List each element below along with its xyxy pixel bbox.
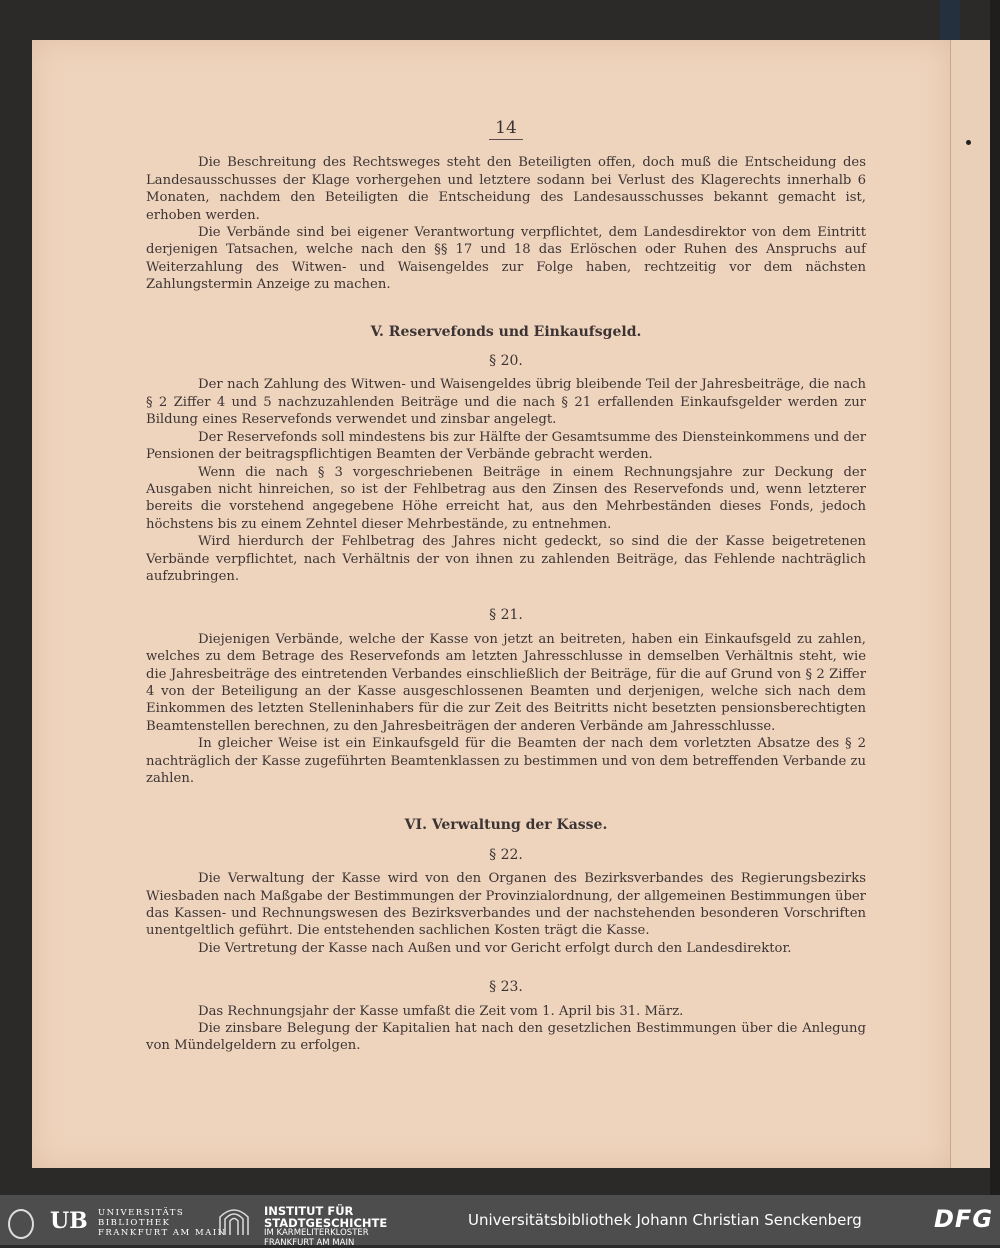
scan-border-right [990, 0, 1000, 1195]
section-heading-v: V. Reservefonds und Einkaufsgeld. [370, 323, 642, 340]
paragraph-number-23: § 23. [489, 979, 523, 996]
paragraph: Die Vertretung der Kasse nach Außen und vor Gericht erfolgt durch den Landesdirektor. [198, 940, 792, 956]
paragraph-number-22: § 22. [489, 846, 523, 863]
paragraph: Wird hierdurch der Fehlbetrag des Jahres nicht gedeckt, so sind die der Kasse beigetretenen Verbände verpflichtet, nach Verhältnis der von ihnen zu zahlenden Beiträge, das Fehlende nachträglich aufzubringen. [146, 534, 866, 584]
paragraph: Der nach Zahlung des Witwen- und Waisengeldes übrig bleibende Teil der Jahresbeiträge, die nach § 2 Ziffer 4 und 5 nachzuzahlenden Beiträge und die nach § 21 erfallenden Einkaufsgelder werden zur Bildung eines Reservefonds verwendet und zinsbar angelegt. [146, 377, 866, 428]
paragraph: Die Verbände sind bei eigener Verantwortung verpflichtet, dem Landesdirektor von dem Eintritt derjenigen Tatsachen, welche nach den §§ 17 und 18 das Erlöschen oder Ruhen des Anspruchs auf Weiterzahlung des Witwen- und Waisengeldes zur Folge haben, rechtzeitig vor dem nächsten Zahlungstermin Anzeige zu machen. [146, 225, 866, 293]
page-mark [966, 140, 971, 145]
footer-bar [0, 1195, 1000, 1248]
section-heading-vi: VI. Verwaltung der Kasse. [404, 817, 608, 834]
paragraph: Die Verwaltung der Kasse wird von den Organen des Bezirksverbandes des Regierungsbezirks Wiesbaden nach Maßgabe der Bestimmungen der Provinzialordnung, der allgemeinen Bestimmungen über das Kassen- und Rechnungswesen des Bezirksverbandes und der nachstehenden besonderen Vorschriften unentgeltlich geführt. Die entstehenden sachlichen Kosten trägt die Kasse. [146, 871, 866, 939]
page-number: 14 [146, 120, 866, 140]
ub-seal-icon[interactable] [8, 1209, 34, 1239]
library-title-link[interactable]: Universitätsbibliothek Johann Christian Senckenberg [468, 1211, 862, 1229]
paragraph: In gleicher Weise ist ein Einkaufsgeld für die Beamten der nach dem vorletzten Absatze des § 2 nachträglich der Kasse zugeführten Beamtenklassen zu bestimmen und von dem betreffenden Verbande zu zahlen. [146, 736, 866, 786]
page-content [146, 120, 866, 1055]
paragraph: Wenn die nach § 3 vorgeschriebenen Beiträge in einem Rechnungsjahre zur Deckung der Ausgaben nicht hinreichen, so ist der Fehlbetrag aus den Zinsen des Reservefonds und, wenn letzterer bereits die vorstehend angegebene Höhe erreicht hat, aus den Mehrbeständen dieses Fonds, jedoch höchstens bis zu einem Zehntel dieser Mehrbestände, zu entnehmen. [146, 464, 866, 532]
paragraph: Die Beschreitung des Rechtsweges steht den Beteiligten offen, doch muß die Entscheidung des Landesausschusses der Klage vorhergehen und letztere sodann bei Verlust des Klagerechts innerhalb 6 Monaten, nachdem den Beteiligten die Entscheidung des Landesausschusses bekannt gemacht ist, erhoben werden. [146, 155, 866, 223]
paragraph: Die zinsbare Belegung der Kapitalien hat nach den gesetzlichen Bestimmungen über die Anlegung von Mündelgeldern zu erfolgen. [146, 1021, 866, 1054]
paragraph-number-21: § 21. [489, 607, 523, 624]
paragraph: Diejenigen Verbände, welche der Kasse von jetzt an beitreten, haben ein Einkaufsgeld zu zahlen, welches zu dem Betrage des Reservefonds am letzten Jahresschlusse in demselben Verhältnis steht, wie die Jahresbeiträge des eintretenden Verbandes einschließlich der Beiträge, für die auf Grund von § 2 Ziffer 4 von der Beteiligung an der Kasse ausgeschlossenen Beamten und derjenigen, welche sich nach dem Einkommen des letzten Stelleninhabers für die zur Zeit des Beitritts nicht besetzten pensionsberechtigten Beamtenstellen berechnen, zu den Jahresbeiträgen der anderen Verbände am Jahresschlusse. [146, 631, 866, 734]
isg-arch-icon[interactable] [216, 1203, 252, 1237]
book-binding-edge [940, 0, 960, 40]
paragraph: Der Reservefonds soll mindestens bis zur Hälfte der Gesamtsumme des Diensteinkommens und der Pensionen der beitragspflichtigen Beamten der Verbände gebracht werden. [146, 429, 866, 463]
isg-logo-lines[interactable]: INSTITUT FÜR STADTGESCHICHTE IM KARMELITERKLOSTER FRANKFURT AM MAIN [264, 1204, 388, 1248]
ub-logo-lines[interactable]: UNIVERSITÄTS BIBLIOTHEK FRANKFURT AM MAIN [98, 1208, 227, 1238]
paragraph: Das Rechnungsjahr der Kasse umfaßt die Zeit vom 1. April bis 31. März. [198, 1003, 684, 1019]
ub-logo-text[interactable]: UB [50, 1208, 88, 1234]
dfg-logo[interactable]: DFG [934, 1205, 994, 1233]
facing-page-edge [950, 40, 991, 1168]
paragraph-number-20: § 20. [489, 353, 523, 370]
